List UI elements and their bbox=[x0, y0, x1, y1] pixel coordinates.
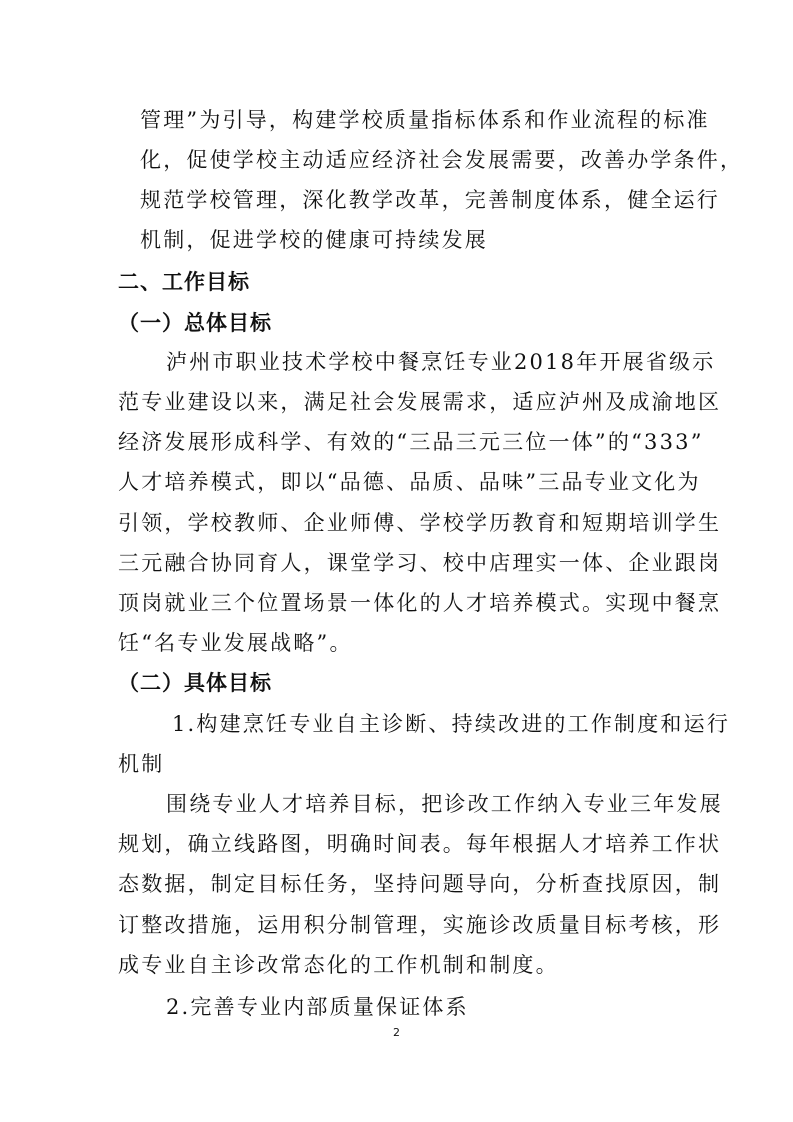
item-1-line-1: 围绕专业人才培养目标，把诊改工作纳入专业三年发展 bbox=[166, 792, 723, 816]
item-1-title-line-2: 机制 bbox=[118, 752, 165, 776]
item-1-line-4: 订整改措施，运用积分制管理，实施诊改质量目标考核，形 bbox=[118, 913, 722, 937]
subsection-2-title: （二）具体目标 bbox=[118, 671, 272, 695]
item-2-title: 2.完善专业内部质量保证体系 bbox=[166, 995, 469, 1019]
overall-line-1: 泸州市职业技术学校中餐烹饪专业2018年开展省级示 bbox=[166, 350, 716, 374]
subsection-1-title: （一）总体目标 bbox=[118, 311, 272, 335]
overall-line-8: 饪“名专业发展战略”。 bbox=[118, 631, 353, 655]
intro-line-3: 规范学校管理，深化教学改革，完善制度体系，健全运行 bbox=[140, 188, 720, 212]
overall-line-2: 范专业建设以来，满足社会发展需求，适应泸州及成渝地区 bbox=[118, 390, 722, 414]
overall-line-3: 经济发展形成科学、有效的“三品三元三位一体”的“333” bbox=[118, 430, 704, 454]
item-1-title-line-1: 1.构建烹饪专业自主诊断、持续改进的工作制度和运行 bbox=[172, 712, 731, 736]
overall-line-7: 顶岗就业三个位置场景一体化的人才培养模式。实现中餐烹 bbox=[118, 591, 722, 615]
intro-line-2: 化，促使学校主动适应经济社会发展需要，改善办学条件， bbox=[140, 148, 744, 172]
intro-line-1: 管理”为引导，构建学校质量指标体系和作业流程的标准 bbox=[140, 108, 710, 132]
section-title: 二、工作目标 bbox=[118, 270, 250, 294]
page-number: 2 bbox=[393, 1026, 400, 1039]
overall-line-5: 引领，学校教师、企业师傅、学校学历教育和短期培训学生 bbox=[118, 511, 722, 535]
item-1-line-3: 态数据，制定目标任务，坚持问题导向，分析查找原因，制 bbox=[118, 872, 722, 896]
item-1-line-5: 成专业自主诊改常态化的工作机制和制度。 bbox=[118, 953, 559, 977]
item-1-line-2: 规划，确立线路图，明确时间表。每年根据人才培养工作状 bbox=[118, 832, 722, 856]
overall-line-6: 三元融合协同育人，课堂学习、校中店理实一体、企业跟岗 bbox=[118, 551, 722, 575]
overall-line-4: 人才培养模式，即以“品德、品质、品味”三品专业文化为 bbox=[118, 470, 701, 494]
intro-line-4: 机制，促进学校的健康可持续发展 bbox=[140, 228, 488, 252]
